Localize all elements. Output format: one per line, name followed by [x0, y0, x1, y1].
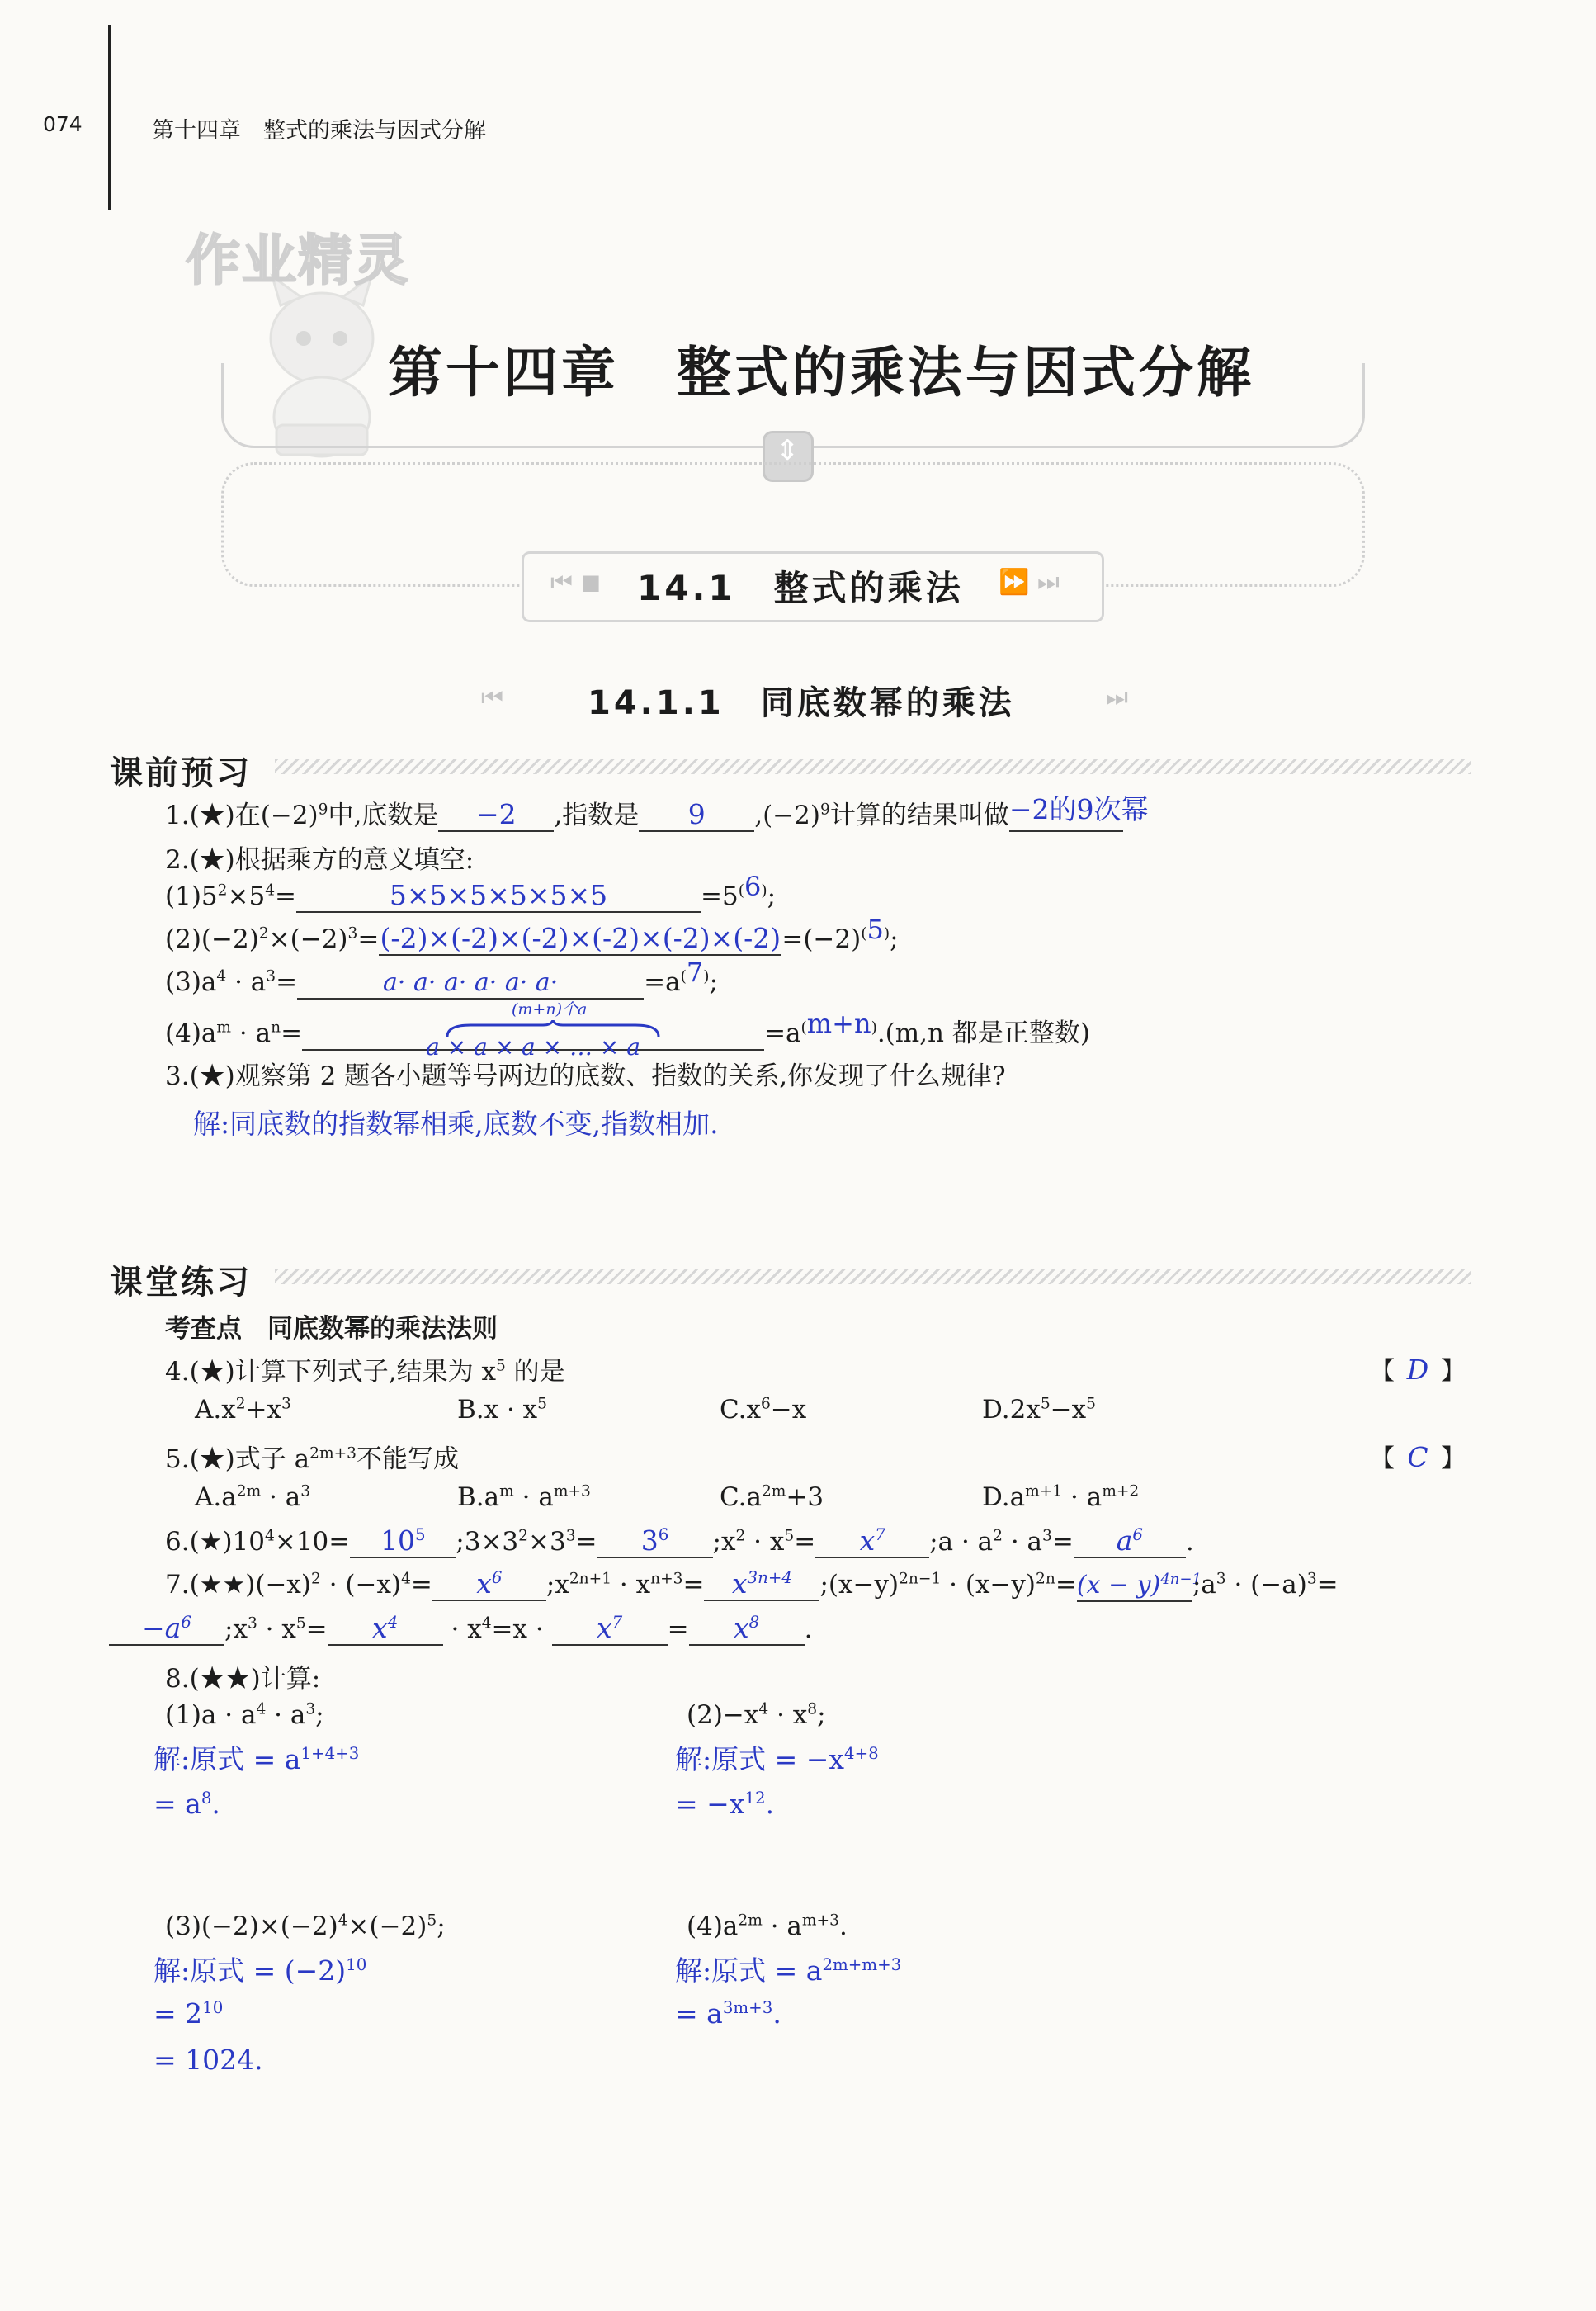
q8-part-1-step-2: = $a^8$.: [153, 1788, 220, 1820]
q8-part-4-question: $(4)a^{2m} \cdot a^{m+3}$.: [687, 1912, 848, 1941]
q4-option-c[interactable]: $C.x^6-x$: [720, 1395, 807, 1425]
q6-answer-4: $a^6$: [1116, 1524, 1144, 1557]
page-number: 074: [43, 112, 83, 136]
q4-answer: D: [1406, 1354, 1429, 1386]
practice-heading: 课堂练习: [110, 1263, 252, 1302]
q8-part-3-question: $(3)(-2)\times(-2)^4\times(-2)^5$;: [165, 1912, 446, 1941]
q5-option-d[interactable]: $D.a^{m+1} \cdot a^{m+2}$: [982, 1482, 1140, 1512]
margin-rule: [108, 25, 111, 210]
q8-part-4-step-1: 解:原式 = $a^{2m+m+3}$: [675, 1954, 902, 1987]
q1-answer-base: −2: [476, 798, 517, 830]
q2-title: 2.(★)根据乘方的意义填空:: [165, 845, 475, 875]
q2-row-2: $(2)(-2)^2\times(-2)^3=(-2)\times(-2)\times(-2)\times(-2)\times(-2)\times(-2)=(-2)^{(5)}$;: [165, 913, 899, 954]
q5-answer: C: [1407, 1441, 1428, 1473]
q8-part-3-step-1: 解:原式 = $(-2)^{10}$: [153, 1954, 367, 1987]
practice-stripe: [275, 1269, 1471, 1284]
q2-row-3: $(3)a^4 \cdot a^3= a\cdot a\cdot a\cdot a\cdot a\cdot a\cdot =a^{(7)}$;: [165, 967, 718, 1000]
rewind-icon: ⏮ ◼: [550, 568, 602, 597]
q1: 1.(★)在$(-2)^9$中,底数是 −2 ,指数是 9 $,(-2)^9$计算的结果叫做−2的9次幂: [165, 793, 1149, 830]
q7-answer-1: $x^6$: [476, 1567, 503, 1600]
q4-option-a[interactable]: $A.x^2+x^3$: [195, 1395, 291, 1425]
q8-title: 8.(★★)计算:: [165, 1664, 321, 1694]
q4-answer-bracket: 【 D 】: [1370, 1354, 1466, 1386]
forward-small-icon: ⏭: [1106, 683, 1128, 712]
q2-r1-answer: 5×5×5×5×5×5: [389, 879, 608, 911]
q5-options: [195, 1482, 1244, 1512]
q2-row-1: $(1)5^2\times 5^4= 5\times 5\times 5\times 5\times 5\times 5 =5^{(6)}$;: [165, 870, 777, 911]
q5-answer-bracket: 【 C 】: [1370, 1441, 1466, 1473]
q4-option-d[interactable]: $D.2x^5-x^5$: [982, 1395, 1096, 1425]
q5-option-c[interactable]: $C.a^{2m}+3$: [720, 1482, 824, 1512]
q2-r4-brace-icon: [446, 1020, 660, 1038]
q6-answer-2: $3^6$: [640, 1524, 669, 1557]
exam-point: 考查点 同底数幂的乘法法则: [165, 1314, 498, 1344]
q5-option-a[interactable]: $A.a^{2m} \cdot a^3$: [195, 1482, 311, 1512]
q8-part-2-step-2: = $-x^{12}$.: [675, 1788, 775, 1820]
preview-heading: 课前预习: [110, 754, 252, 792]
q2-row-4: $(4)a^m \cdot a^n= a \times a \times a$ × … × $a =a^{(m+n)}.(m,n$ 都是正整数): [165, 1007, 1090, 1061]
q8-part-1-step-1: 解:原式 = $a^{1+4+3}$: [153, 1743, 360, 1775]
q8-part-2-question: $(2)-x^4 \cdot x^8$;: [687, 1700, 826, 1730]
q2-r4-brace-label: (m+n)个a: [512, 1000, 588, 1018]
q5-question: 5.(★)式子 $a^{2m+3}$不能写成: [165, 1444, 459, 1474]
q8-part-2-step-1: 解:原式 = $-x^{4+8}$: [675, 1743, 879, 1775]
q7-line-1: $7.(★★)(-x)^2 \cdot (-x)^4= x^6$ $;x^{2n+1} \cdot x^{n+3}= x^{3n+4}$ $;(x-y)^{2n-1} \cdot (x-y)^{2n}=(x$ − $y)^{4n-1};a^3 \cdot (-a)^3=$: [165, 1570, 1339, 1602]
q8-part-3-step-3: = 1024.: [153, 2044, 263, 2076]
q7-answer-5: $x^4$: [372, 1612, 399, 1644]
q7-answer-6: $x^7$: [596, 1612, 623, 1644]
preview-stripe: [275, 759, 1471, 774]
q4-option-b[interactable]: $B.x \cdot x^5$: [457, 1395, 548, 1425]
q6: $6.(★)10^4\times 10= 10^5$ $;3\times 3^2\times 3^3= 3^6$ $;x^2 \cdot x^5= x^7$ ;a · $a^2 \cdot a^3= a^6$ .: [165, 1524, 1194, 1557]
q1-answer-exponent: 9: [687, 798, 706, 830]
forward-icon: ⏩ ⏭: [999, 568, 1060, 597]
subsection-title: 14.1.1 同底数幂的乘法: [588, 684, 1015, 722]
section-title: 14.1 整式的乘法: [637, 568, 964, 608]
q7-answer-2: $x^{3n+4}$: [731, 1567, 793, 1600]
q8-part-1-question: $(1)a \cdot a^4 \cdot a^3$;: [165, 1700, 324, 1730]
q3-answer: 解:同底数的指数幂相乘,底数不变,指数相加.: [193, 1108, 719, 1140]
q2-r4-answer: a × a × a × … × a: [426, 1033, 640, 1061]
q6-answer-3: $x^7$: [859, 1524, 885, 1557]
chapter-title: 第十四章 整式的乘法与因式分解: [388, 340, 1254, 404]
q2-r2-answer: (-2)×(-2)×(-2)×(-2)×(-2)×(-2): [380, 922, 781, 954]
q4-question: 4.(★)计算下列式子,结果为 $x^5$ 的是: [165, 1357, 565, 1387]
q6-answer-1: $10^5$: [380, 1524, 426, 1557]
q8-part-3-step-2: = $2^{10}$: [153, 1997, 224, 2030]
q4-options: [195, 1395, 1244, 1425]
chevron-updown-icon: ⇕: [776, 434, 800, 467]
running-title: 第十四章 整式的乘法与因式分解: [152, 118, 486, 144]
q7-answer-7: $x^8$: [733, 1612, 760, 1644]
rewind-small-icon: ⏮: [481, 683, 503, 712]
q3-question: 3.(★)观察第 2 题各小题等号两边的底数、指数的关系,你发现了什么规律?: [165, 1061, 1006, 1091]
q8-part-4-step-2: = $a^{3m+3}$.: [675, 1997, 781, 2030]
q5-option-b[interactable]: $B.a^m \cdot a^{m+3}$: [457, 1482, 591, 1512]
q7-answer-3: $(x - y)^{4n-1}$: [1076, 1571, 1202, 1600]
q7-answer-4: $-a^6$: [142, 1612, 191, 1644]
q7-line-2: $-a^6$ $;x^3 \cdot x^5= x^4 \cdot x^4=x \cdot x^7 = x^8$ .: [109, 1614, 812, 1646]
q2-r3-answer: a· a· a· a· a· a·: [383, 968, 559, 997]
q1-answer-name: −2的9次幂: [1008, 793, 1149, 825]
watermark: 作业精灵: [186, 229, 410, 292]
